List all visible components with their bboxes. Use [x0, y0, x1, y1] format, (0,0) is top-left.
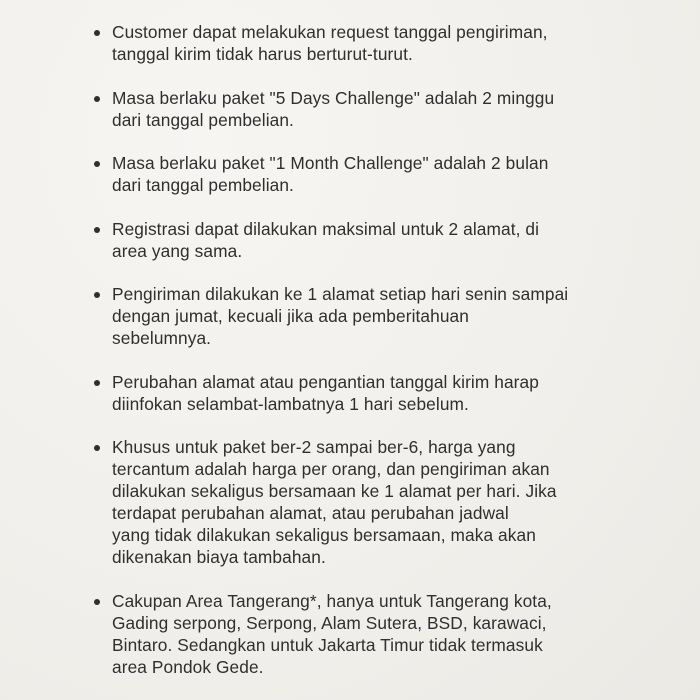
list-item-text-line: diinfokan selambat-lambatnya 1 hari sebelum.	[112, 393, 469, 414]
list-item	[90, 152, 690, 196]
list-item-text-line: area yang sama.	[112, 240, 243, 261]
list-item-text-line: Bintaro. Sedangkan untuk Jakarta Timur tidak termasuk	[112, 634, 543, 655]
bullet-icon	[94, 292, 100, 298]
list-item-text-line: tercantum adalah harga per orang, dan pengiriman akan	[112, 459, 550, 479]
list-item	[90, 436, 690, 568]
list-item-text-line: dari tanggal pembelian.	[112, 109, 294, 130]
list-item-text-line: terdapat perubahan alamat, atau perubahan jadwal	[112, 503, 509, 523]
list-item-text-line: tanggal kirim tidak harus berturut-turut.	[112, 44, 413, 64]
list-item-text-line: sebelumnya.	[112, 328, 212, 348]
list-item-text-line: dengan jumat, kecuali jika ada pemberitahuan	[112, 306, 469, 326]
list-item-text-line: dikenakan biaya tambahan.	[112, 547, 326, 567]
list-item-text-line: yang tidak dilakukan sekaligus bersamaan, maka akan	[112, 525, 536, 545]
bullet-icon	[94, 161, 100, 167]
list-item	[90, 283, 690, 349]
list-item-text-line: Perubahan alamat atau pengantian tanggal kirim harap	[112, 371, 539, 392]
list-item	[90, 87, 690, 131]
list-item	[90, 218, 690, 262]
list-item-text-line: Registrasi dapat dilakukan maksimal untuk 2 alamat, di	[112, 218, 540, 239]
list-item-text-line: Masa berlaku paket "1 Month Challenge" adalah 2 bulan	[112, 153, 549, 173]
bullet-icon	[94, 96, 100, 102]
terms-list	[90, 21, 690, 699]
list-item-text-line: Khusus untuk paket ber-2 sampai ber-6, harga yang	[112, 437, 516, 457]
list-item	[90, 21, 690, 65]
bullet-icon	[94, 227, 100, 233]
list-item-text-line: dilakukan sekaligus bersamaan ke 1 alamat per hari. Jika	[112, 481, 557, 501]
list-item	[90, 371, 690, 415]
list-item-text-line: Gading serpong, Serpong, Alam Sutera, BSD, karawaci,	[112, 612, 547, 633]
list-item-text-line: Pengiriman dilakukan ke 1 alamat setiap hari senin sampai	[112, 284, 569, 304]
bullet-icon	[94, 30, 100, 36]
bullet-icon	[94, 445, 100, 451]
list-item	[90, 590, 690, 678]
list-item-text-line: area Pondok Gede.	[112, 656, 264, 677]
list-item-text-line: Cakupan Area Tangerang*, hanya untuk Tangerang kota,	[112, 590, 552, 611]
bullet-icon	[94, 599, 100, 605]
list-item-text-line: Customer dapat melakukan request tanggal pengiriman,	[112, 22, 548, 42]
list-item-text-line: Masa berlaku paket "5 Days Challenge" adalah 2 minggu	[112, 87, 555, 108]
bullet-icon	[94, 380, 100, 386]
list-item-text-line: dari tanggal pembelian.	[112, 175, 294, 195]
